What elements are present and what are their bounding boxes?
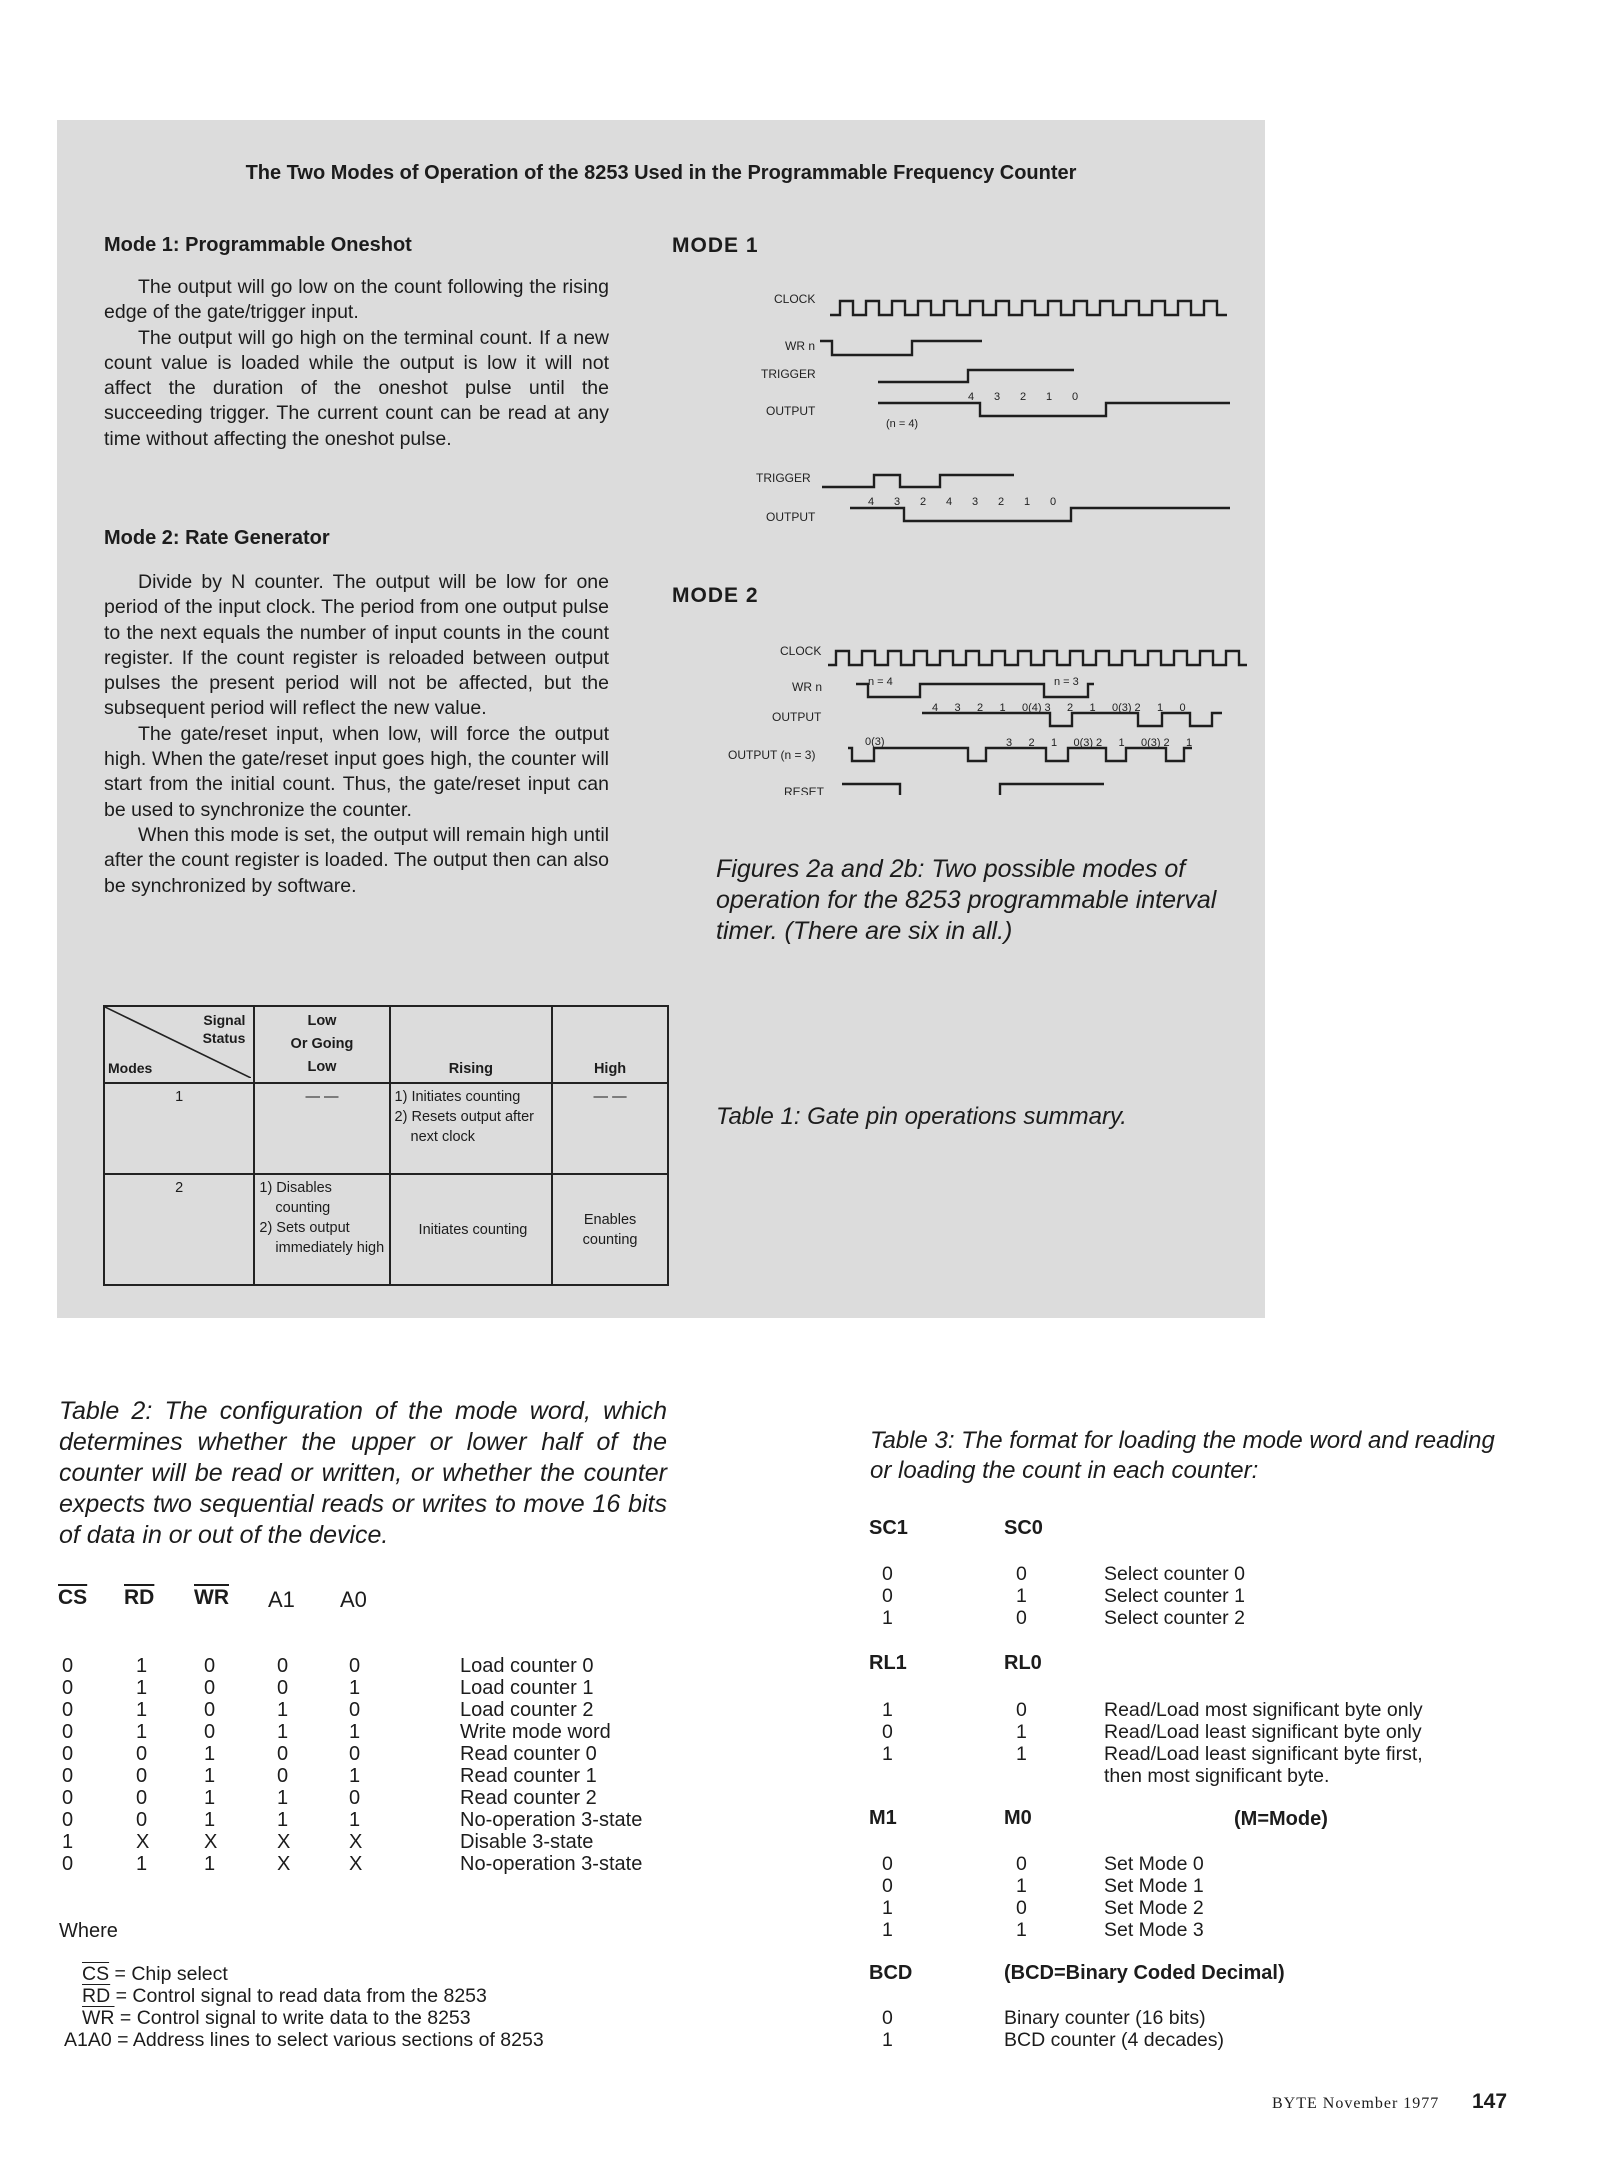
wr-value: 0 — [204, 1677, 216, 1699]
m1-count-label: 3 — [994, 391, 1001, 403]
row2-mode: 2 — [104, 1174, 254, 1285]
operation-description: Load counter 2 — [460, 1699, 594, 1721]
m1-count2-label: 4 — [946, 496, 953, 508]
figure-caption: Figures 2a and 2b: Two possible modes of operation for the 8253 programmable interval timer. (There are six in all.) — [716, 855, 1217, 945]
m1-value: 1 — [882, 1919, 893, 1941]
m1-clock-wave — [830, 301, 1227, 315]
legend-symbol: A1A0 — [64, 2029, 112, 2051]
signal-status-header — [203, 1011, 246, 1047]
m1-clock-label: CLOCK — [774, 292, 816, 306]
m1-count-label: 0 — [1072, 391, 1079, 403]
m-description-item: Set Mode 0 — [1104, 1853, 1204, 1875]
m1-count2-label: 0 — [1050, 496, 1057, 508]
m1-output2-label: OUTPUT — [766, 510, 816, 524]
mode2-diagram-title: MODE 2 — [672, 584, 759, 607]
m1-wr-label: WR n — [785, 339, 815, 353]
column-a1 — [277, 1655, 290, 1875]
header-a1: A1 — [268, 1587, 295, 1612]
table2-caption: Table 2: The configuration of the mode word, which determines whether the upper or lower half of the counter will be read or written, or whether the counter expects two sequential reads or writes to move 16 bits of data in or out of the device. — [59, 1397, 667, 1549]
rl0-column — [1016, 1699, 1027, 1765]
row1-mode: 1 — [104, 1083, 254, 1174]
a1-value: 1 — [277, 1809, 289, 1831]
m-description-item: Set Mode 1 — [1104, 1875, 1204, 1897]
a0-value: 0 — [349, 1787, 361, 1809]
m2-output-wave — [922, 713, 1222, 726]
column-description — [460, 1655, 642, 1875]
rd-value: 0 — [136, 1743, 148, 1765]
m2-output-label: OUTPUT — [772, 710, 822, 724]
rd-value: 1 — [136, 1853, 148, 1875]
bcd-description — [1004, 2007, 1224, 2051]
rl1-value: 1 — [882, 1743, 893, 1765]
header-diagonal-cell — [104, 1006, 254, 1083]
m1-count2-label: 2 — [920, 496, 927, 508]
rl-description-item: Read/Load least significant byte only — [1104, 1721, 1422, 1743]
a0-value: X — [349, 1853, 363, 1875]
sc-description-item: Select counter 1 — [1104, 1585, 1245, 1607]
rd-value: X — [136, 1831, 150, 1853]
a1-value: X — [277, 1831, 291, 1853]
m2-count3-label: 1 — [1118, 737, 1125, 749]
m2-count-label: 1 — [999, 702, 1006, 714]
wr-value: 1 — [204, 1787, 216, 1809]
a1-value: 0 — [277, 1677, 289, 1699]
m2-reset-wave — [842, 784, 1104, 795]
m2-count3-label: 1 — [1051, 737, 1058, 749]
a1-value: 1 — [277, 1787, 289, 1809]
a0-value: X — [349, 1831, 363, 1853]
row2-low — [254, 1174, 389, 1285]
wr-value: 1 — [204, 1765, 216, 1787]
mode2-heading: Mode 2: Rate Generator — [104, 527, 330, 549]
sc-description-item: Select counter 2 — [1104, 1607, 1245, 1629]
mode1-diagram-title: MODE 1 — [672, 234, 759, 257]
m2-count3-label: 3 — [1006, 737, 1013, 749]
rd-value: 1 — [136, 1655, 148, 1677]
rl-description-item: Read/Load most significant byte only — [1104, 1699, 1423, 1721]
rd-value: 0 — [136, 1787, 148, 1809]
m1-trigger2-label: TRIGGER — [756, 471, 811, 485]
a0-value: 1 — [349, 1765, 361, 1787]
rl0-value: 1 — [1016, 1721, 1027, 1743]
high-header: High — [552, 1006, 668, 1083]
cs-value: 0 — [62, 1699, 74, 1721]
m0-column — [1016, 1853, 1027, 1941]
m2-reset-label: RESET — [784, 785, 825, 795]
m0-value: 0 — [1016, 1897, 1027, 1919]
where-label: Where — [59, 1920, 118, 1942]
bcd-note: (BCD=Binary Coded Decimal) — [1004, 1962, 1285, 1984]
m2-count-label: 2 — [1134, 702, 1141, 714]
m1-column — [882, 1853, 893, 1941]
m2-count3-label: 0(3) — [1073, 737, 1094, 749]
legend-text: = Control signal to read data from the 8253 — [115, 1985, 487, 2007]
wr-value: 1 — [204, 1809, 216, 1831]
mode2-text — [104, 570, 609, 899]
m1-count-label: 2 — [1020, 391, 1027, 403]
m1-count2-label: 3 — [894, 496, 901, 508]
m1-count2-label: 4 — [868, 496, 875, 508]
mode1-paragraph: The output will go high on the terminal count. If a new count value is loaded while the output is low it will not affect the duration of the oneshot pulse until the succeeding trigger. The current count can be read at any time without affecting the oneshot pulse. — [104, 326, 609, 450]
m1-trigger-label: TRIGGER — [761, 367, 816, 381]
cs-value: 0 — [62, 1743, 74, 1765]
sc1-value: 1 — [882, 1607, 893, 1629]
rl-description-item: then most significant byte. — [1104, 1765, 1330, 1787]
m0-value: 1 — [1016, 1919, 1027, 1941]
m1-n-note: (n = 4) — [886, 418, 919, 430]
rl1-header: RL1 — [869, 1652, 907, 1674]
mode1-heading: Mode 1: Programmable Oneshot — [104, 234, 412, 256]
wr-header: $\overline{WR}$ — [194, 1586, 229, 1609]
mode2-paragraph: The gate/reset input, when low, will force the output high. When the gate/reset input goes high, the counter will start from the initial count. Thus, the gate/reset input can be used to synchronize the counter. — [104, 722, 609, 821]
status-label: Status — [202, 1030, 246, 1046]
row1-high: — — — [552, 1083, 668, 1174]
wr-value: X — [204, 1831, 218, 1853]
row2-low-item: 1) Disables counting — [259, 1180, 332, 1216]
wr-value: 1 — [204, 1853, 216, 1875]
m2-clock-label: CLOCK — [780, 644, 822, 658]
operation-description: Read counter 1 — [460, 1765, 597, 1787]
sc1-column — [882, 1563, 893, 1629]
cs-value: 0 — [62, 1787, 74, 1809]
cs-value: 0 — [62, 1677, 74, 1699]
mode-note: (M=Mode) — [1234, 1808, 1328, 1830]
mode1-paragraph: The output will go low on the count following the rising edge of the gate/trigger input. — [104, 276, 609, 324]
legend-row — [82, 2007, 544, 2029]
sc-description — [1104, 1563, 1245, 1629]
a1-value: 0 — [277, 1655, 289, 1677]
signal-label: Signal — [203, 1012, 246, 1028]
m1-header: M1 — [869, 1807, 897, 1829]
m-description-item: Set Mode 3 — [1104, 1919, 1204, 1941]
m1-value: 1 — [882, 1897, 893, 1919]
a0-value: 0 — [349, 1699, 361, 1721]
row1-rising — [390, 1083, 553, 1174]
m1-output-wave — [878, 403, 1230, 416]
m2-count-label: 2 — [977, 702, 984, 714]
rd-header: $\overline{RD}$ — [124, 1586, 155, 1609]
gate-operations-table — [103, 1005, 669, 1286]
column-cs — [62, 1655, 73, 1875]
operation-description: Load counter 0 — [460, 1655, 594, 1677]
footer-magazine: BYTE November 1977 — [1272, 2095, 1440, 2112]
wr-value: 0 — [204, 1699, 216, 1721]
mode2-paragraph: When this mode is set, the output will remain high until after the count register is loaded. The output then can also be synchronized by software. — [104, 823, 609, 897]
header-rd — [124, 1587, 154, 1609]
a1-value: 1 — [277, 1699, 289, 1721]
m-description — [1104, 1853, 1204, 1941]
legend-row — [82, 1985, 544, 2007]
a0-value: 0 — [349, 1655, 361, 1677]
legend-symbol: $\overline{CS}$ — [82, 1963, 110, 1985]
m2-count3-label: 1 — [1186, 737, 1193, 749]
cs-value: 0 — [62, 1721, 74, 1743]
header-cs — [58, 1587, 87, 1609]
row2-high: Enables counting — [552, 1174, 668, 1285]
rl1-value: 0 — [882, 1721, 893, 1743]
m1-value: 0 — [882, 1853, 893, 1875]
a1-value: 0 — [277, 1743, 289, 1765]
cs-value: 0 — [62, 1809, 74, 1831]
m1-output2-wave — [850, 508, 1230, 521]
table1-caption: Table 1: Gate pin operations summary. — [716, 1103, 1127, 1130]
cs-value: 0 — [62, 1655, 74, 1677]
page-number: 147 — [1472, 2090, 1508, 2113]
bcd-description-item: BCD counter (4 decades) — [1004, 2029, 1225, 2051]
operation-description: Read counter 0 — [460, 1743, 597, 1765]
m1-count-label: 1 — [1046, 391, 1053, 403]
operation-description: No-operation 3-state — [460, 1809, 643, 1831]
rl-description — [1104, 1699, 1511, 1787]
m0-header: M0 — [1004, 1807, 1032, 1829]
m2-count-label: 3 — [954, 702, 961, 714]
bcd-column — [882, 2007, 893, 2051]
sc0-value: 1 — [1016, 1585, 1027, 1607]
legend-row — [82, 1963, 544, 1985]
m2-count-label: 0(4) — [1022, 702, 1042, 714]
m2-count3-label: 2 — [1028, 737, 1035, 749]
cs-value: 1 — [62, 1831, 74, 1853]
m0-value: 0 — [1016, 1853, 1027, 1875]
bcd-value: 1 — [882, 2029, 893, 2051]
rd-value: 1 — [136, 1677, 148, 1699]
count-labels — [868, 391, 1192, 749]
operation-description: Read counter 2 — [460, 1787, 597, 1809]
m1-count2-label: 3 — [972, 496, 979, 508]
m1-trigger2-wave — [822, 475, 1014, 487]
m1-trigger-wave — [878, 370, 1074, 382]
wr-value: 0 — [204, 1655, 216, 1677]
signal-legend — [64, 1963, 544, 2051]
m2-count-label: 1 — [1157, 702, 1164, 714]
m2-count-label: 4 — [932, 702, 939, 714]
cs-value: 0 — [62, 1765, 74, 1787]
sc0-header: SC0 — [1004, 1517, 1043, 1539]
m1-count2-label: 2 — [998, 496, 1005, 508]
rd-value: 0 — [136, 1765, 148, 1787]
a1-value: X — [277, 1853, 291, 1875]
timing-diagram — [660, 225, 1260, 795]
mode1-text — [104, 275, 609, 452]
or-going-label: Or Going — [290, 1036, 354, 1052]
rl-description-item: Read/Load least significant byte first, — [1104, 1743, 1423, 1765]
legend-symbol: $\overline{WR}$ — [82, 2007, 115, 2029]
operation-description: No-operation 3-state — [460, 1853, 643, 1875]
m2-count-label: 0(3) — [1112, 702, 1132, 714]
m2-n4-label: n = 4 — [868, 676, 893, 688]
row1-rising-item: 2) Resets output after next clock — [394, 1109, 534, 1145]
rl0-header: RL0 — [1004, 1652, 1042, 1674]
m2-wr-label: WR n — [792, 680, 822, 694]
panel-title: The Two Modes of Operation of the 8253 Used in the Programmable Frequency Counter — [245, 162, 1077, 184]
operation-description: Write mode word — [460, 1721, 611, 1743]
a1-value: 0 — [277, 1765, 289, 1787]
column-a0 — [349, 1655, 362, 1875]
a0-value: 0 — [349, 1743, 361, 1765]
m-description-item: Set Mode 2 — [1104, 1897, 1204, 1919]
m1-value: 0 — [882, 1875, 893, 1897]
m2-n3-label: n = 3 — [1054, 676, 1079, 688]
header-wr — [194, 1587, 229, 1609]
sc1-value: 0 — [882, 1585, 893, 1607]
rl1-value: 1 — [882, 1699, 893, 1721]
m1-output-label: OUTPUT — [766, 404, 816, 418]
rd-value: 0 — [136, 1809, 148, 1831]
m2-output3-first: 0(3) — [865, 736, 885, 748]
m2-count3-label: 0(3) — [1141, 737, 1161, 749]
sc0-column — [1016, 1563, 1027, 1629]
a0-value: 1 — [349, 1721, 361, 1743]
row1-low: — — — [254, 1083, 389, 1174]
bcd-description-item: Binary counter (16 bits) — [1004, 2007, 1206, 2029]
m2-output3-wave — [848, 748, 1192, 761]
legend-text: = Control signal to write data to the 8253 — [119, 2007, 471, 2029]
operation-description: Disable 3-state — [460, 1831, 594, 1853]
m1-wr-wave — [820, 341, 982, 355]
m0-value: 1 — [1016, 1875, 1027, 1897]
cs-value: 0 — [62, 1853, 74, 1875]
m1-count2-label: 1 — [1024, 496, 1031, 508]
a0-value: 1 — [349, 1677, 361, 1699]
m1-count-label: 4 — [968, 391, 975, 403]
m2-count-label: 0 — [1179, 702, 1186, 714]
operation-description: Load counter 1 — [460, 1677, 594, 1699]
rising-header: Rising — [390, 1006, 553, 1083]
legend-text: = Address lines to select various sections of 8253 — [117, 2029, 544, 2051]
wr-value: 0 — [204, 1721, 216, 1743]
legend-row — [64, 2029, 544, 2051]
m2-count-label: 2 — [1067, 702, 1074, 714]
rl1-column — [882, 1699, 893, 1765]
rl0-value: 0 — [1016, 1699, 1027, 1721]
sc1-value: 0 — [882, 1563, 893, 1585]
m2-count3-label: 2 — [1096, 737, 1103, 749]
low-label-2: Low — [307, 1059, 337, 1075]
legend-text: = Chip select — [114, 1963, 228, 1985]
sc0-value: 0 — [1016, 1563, 1027, 1585]
rl0-value: 1 — [1016, 1743, 1027, 1765]
m2-count3-label: 2 — [1163, 737, 1170, 749]
wr-value: 1 — [204, 1743, 216, 1765]
m2-count-label: 1 — [1089, 702, 1096, 714]
sc0-value: 0 — [1016, 1607, 1027, 1629]
row2-low-item: 2) Sets output immediately high — [259, 1220, 385, 1256]
row1-rising-item: 1) Initiates counting — [394, 1089, 521, 1105]
low-label: Low — [307, 1013, 337, 1029]
m2-clock-wave — [828, 651, 1247, 665]
legend-symbol: $\overline{RD}$ — [82, 1985, 111, 2007]
column-wr — [204, 1655, 217, 1875]
sc-description-item: Select counter 0 — [1104, 1563, 1245, 1585]
m2-output3-label: OUTPUT (n = 3) — [728, 748, 816, 762]
low-header — [254, 1006, 389, 1083]
cs-header: $\overline{CS}$ — [58, 1586, 88, 1609]
header-a0: A0 — [340, 1587, 367, 1612]
a0-value: 1 — [349, 1809, 361, 1831]
bcd-value: 0 — [882, 2007, 893, 2029]
sc1-header: SC1 — [869, 1517, 908, 1539]
mode2-paragraph: Divide by N counter. The output will be low for one period of the input clock. The period from one output pulse to the next equals the number of input counts in the count register. If the count register is reloaded between output pulses the present period will not be affected, but the subsequent period will reflect the new value. — [104, 571, 609, 720]
rd-value: 1 — [136, 1721, 148, 1743]
modes-header: Modes — [108, 1060, 153, 1076]
rd-value: 1 — [136, 1699, 148, 1721]
column-rd — [136, 1655, 149, 1875]
table3-caption: Table 3: The format for loading the mode word and reading or loading the count in each counter: — [870, 1427, 1495, 1484]
bcd-header: BCD — [869, 1962, 913, 1984]
m2-count-label: 3 — [1044, 702, 1051, 714]
row2-rising: Initiates counting — [390, 1174, 553, 1285]
a1-value: 1 — [277, 1721, 289, 1743]
